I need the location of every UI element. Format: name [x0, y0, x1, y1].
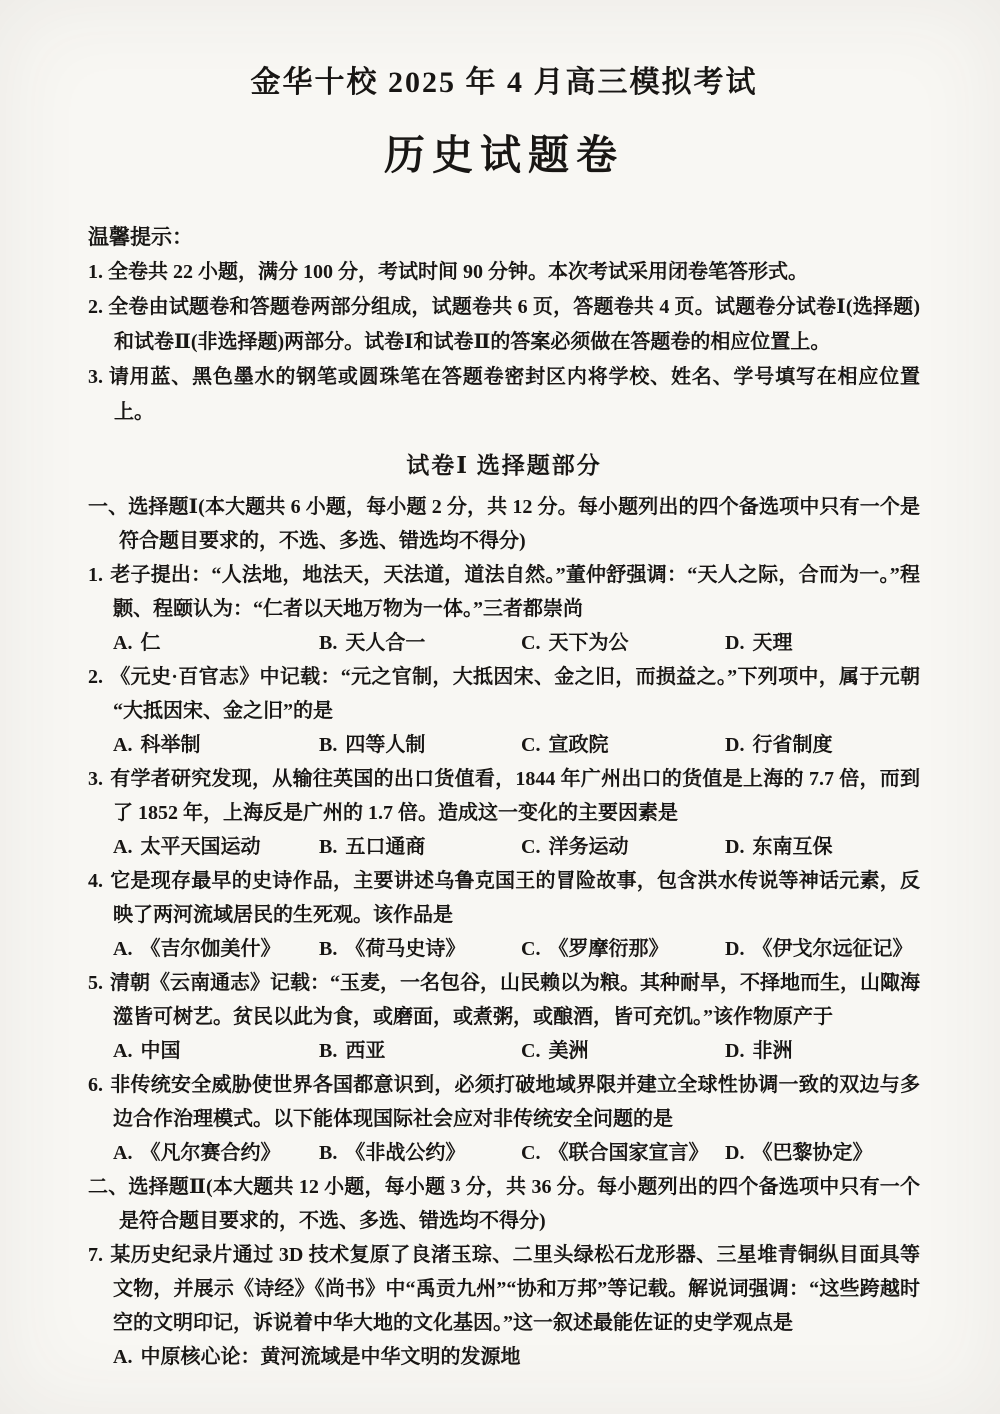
option-text: 中国 — [140, 1040, 181, 1062]
option-label: C. — [521, 632, 541, 654]
notice-item: 1. 全卷共 22 小题，满分 100 分，考试时间 90 分钟。本次考试采用闭卷笔答形式。 — [88, 261, 808, 283]
question-number: 6. — [88, 1074, 103, 1096]
section-heading: 试卷Ⅰ 选择题部分 — [406, 453, 602, 478]
option-label: B. — [319, 1040, 338, 1062]
option-label: A. — [113, 632, 133, 654]
option-text: 宣政院 — [548, 734, 609, 756]
notice-label: 温馨提示： — [88, 225, 193, 249]
options-row — [88, 830, 920, 864]
question-stem — [88, 864, 920, 932]
option-text: 《荷马史诗》 — [345, 938, 466, 960]
option-label: D. — [725, 938, 745, 960]
question-stem-text: 《元史·百官志》中记载：“元之官制，大抵因宋、金之旧，而损益之。”下列项中，属于元朝“大抵因宋、金之旧”的是 — [110, 666, 920, 722]
option-label: D. — [725, 632, 745, 654]
question-stem-text: 有学者研究发现，从输往英国的出口货值看，1844 年广州出口的货值是上海的 7.7 倍，而到了 1852 年，上海反是广州的 1.7 倍。造成这一变化的主要因素是 — [110, 768, 920, 824]
option-item — [521, 932, 725, 966]
question-stem — [88, 558, 920, 626]
page-title: 金华十校 2025 年 4 月高三模拟考试 — [250, 66, 758, 99]
question-number: 2. — [88, 666, 103, 688]
question-number: 3. — [88, 768, 103, 790]
option-text: 美洲 — [548, 1040, 589, 1062]
option-item — [521, 728, 725, 762]
option-item — [521, 1034, 725, 1068]
question-number: 1. — [88, 564, 103, 586]
question-number: 4. — [88, 870, 103, 892]
option-label: D. — [725, 836, 745, 858]
question-number: 7. — [88, 1244, 103, 1266]
notice-section — [88, 220, 920, 430]
option-label: A. — [113, 1142, 133, 1164]
option-label: D. — [725, 1040, 745, 1062]
option-item — [113, 1034, 319, 1068]
option-text: 四等人制 — [345, 734, 426, 756]
option-item — [319, 1136, 521, 1170]
option-text: 中原核心论：黄河流域是中华文明的发源地 — [140, 1346, 521, 1368]
option-text: 《凡尔赛合约》 — [140, 1142, 281, 1164]
option-text: 《吉尔伽美什》 — [140, 938, 281, 960]
question-block — [88, 762, 920, 864]
option-item — [113, 830, 319, 864]
option-text: 《伊戈尔远征记》 — [752, 938, 913, 960]
options-row — [88, 932, 920, 966]
option-item — [113, 1136, 319, 1170]
part2-intro: 二、选择题Ⅱ(本大题共 12 小题，每小题 3 分，共 36 分。每小题列出的四个备选项中只有一个是符合题目要求的，不选、多选、错选均不得分) — [88, 1176, 920, 1232]
option-label: A. — [113, 734, 133, 756]
part1-intro: 一、选择题Ⅰ(本大题共 6 小题，每小题 2 分，共 12 分。每小题列出的四个备选项中只有一个是符合题目要求的，不选、多选、错选均不得分) — [88, 496, 920, 552]
option-item — [725, 830, 920, 864]
question-block — [88, 1068, 920, 1170]
option-item — [319, 728, 521, 762]
option-label: C. — [521, 734, 541, 756]
question-stem — [88, 660, 920, 728]
question-stem — [88, 762, 920, 830]
option-text: 天人合一 — [345, 632, 426, 654]
option-text: 五口通商 — [345, 836, 426, 858]
option-text: 行省制度 — [752, 734, 833, 756]
option-label: B. — [319, 734, 338, 756]
option-text: 《联合国家宣言》 — [548, 1142, 709, 1164]
option-item — [725, 626, 920, 660]
option-label: A. — [113, 938, 133, 960]
option-text: 洋务运动 — [548, 836, 629, 858]
option-item — [113, 626, 319, 660]
option-item — [521, 1136, 725, 1170]
option-text: 《巴黎协定》 — [752, 1142, 873, 1164]
option-label: C. — [521, 1040, 541, 1062]
question-stem-text: 它是现存最早的史诗作品，主要讲述乌鲁克国王的冒险故事，包含洪水传说等神话元素，反映了两河流域居民的生死观。该作品是 — [110, 870, 920, 926]
option-item — [725, 1136, 920, 1170]
question-block — [88, 1238, 920, 1374]
option-text: 《非战公约》 — [345, 1142, 466, 1164]
option-item — [113, 728, 319, 762]
option-item — [725, 932, 920, 966]
notice-item: 2. 全卷由试题卷和答题卷两部分组成，试题卷共 6 页，答题卷共 4 页。试题卷分试卷Ⅰ(选择题)和试卷Ⅱ(非选择题)两部分。试卷Ⅰ和试卷Ⅱ的答案必须做在答题卷的相应位置上。 — [88, 296, 920, 353]
option-text: 非洲 — [752, 1040, 793, 1062]
question-stem-text: 老子提出：“人法地，地法天，天法道，道法自然。”董仲舒强调：“天人之际，合而为一。”程颢、程颐认为：“仁者以天地万物为一体。”三者都崇尚 — [110, 564, 920, 620]
option-label: D. — [725, 1142, 745, 1164]
option-item — [725, 728, 920, 762]
question-stem — [88, 1238, 920, 1340]
option-label: A. — [113, 836, 133, 858]
question-number: 5. — [88, 972, 103, 994]
option-label: B. — [319, 836, 338, 858]
option-label: C. — [521, 1142, 541, 1164]
option-text: 《罗摩衍那》 — [548, 938, 669, 960]
option-label: B. — [319, 938, 338, 960]
option-text: 天理 — [752, 632, 793, 654]
option-item — [521, 626, 725, 660]
question-block — [88, 966, 920, 1068]
option-item — [521, 830, 725, 864]
options-row — [88, 626, 920, 660]
option-item — [319, 830, 521, 864]
question-stem-text: 某历史纪录片通过 3D 技术复原了良渚玉琮、二里头绿松石龙形器、三星堆青铜纵目面具等文物，并展示《诗经》《尚书》中“禹贡九州”“协和万邦”等记载。解说词强调：“这些跨越时空的文明印记，诉说着中华大地的文化基因。”这一叙述最能佐证的史学观点是 — [110, 1244, 920, 1334]
option-text: 仁 — [140, 632, 161, 654]
option-label: B. — [319, 632, 338, 654]
option-text: 太平天国运动 — [140, 836, 261, 858]
option-item — [725, 1034, 920, 1068]
options-row — [88, 728, 920, 762]
question-stem — [88, 966, 920, 1034]
option-label: B. — [319, 1142, 338, 1164]
option-text: 科举制 — [140, 734, 201, 756]
option-item — [319, 932, 521, 966]
options-row — [88, 1034, 920, 1068]
question-stem-text: 清朝《云南通志》记载：“玉麦，一名包谷，山民赖以为粮。其种耐旱，不择地而生，山陬海澨皆可树艺。贫民以此为食，或磨面，或煮粥，或酿酒，皆可充饥。”该作物原产于 — [110, 972, 920, 1028]
question-block — [88, 660, 920, 762]
option-label: C. — [521, 836, 541, 858]
option-item — [113, 1340, 521, 1374]
options-row — [88, 1136, 920, 1170]
option-text: 西亚 — [345, 1040, 386, 1062]
option-text: 天下为公 — [548, 632, 629, 654]
question-stem-text: 非传统安全威胁使世界各国都意识到，必须打破地域界限并建立全球性协调一致的双边与多边合作治理模式。以下能体现国际社会应对非传统安全问题的是 — [110, 1074, 920, 1130]
question-stem — [88, 1068, 920, 1136]
paper-subtitle: 历史试题卷 — [384, 132, 624, 178]
option-label: A. — [113, 1040, 133, 1062]
option-label: D. — [725, 734, 745, 756]
option-item — [319, 1034, 521, 1068]
option-item — [113, 932, 319, 966]
option-item — [319, 626, 521, 660]
question-block — [88, 864, 920, 966]
question-block — [88, 558, 920, 660]
option-label: A. — [113, 1346, 133, 1368]
notice-item: 3. 请用蓝、黑色墨水的钢笔或圆珠笔在答题卷密封区内将学校、姓名、学号填写在相应位置上。 — [88, 366, 920, 423]
option-label: C. — [521, 938, 541, 960]
option-text: 东南互保 — [752, 836, 833, 858]
options-row — [88, 1340, 920, 1374]
